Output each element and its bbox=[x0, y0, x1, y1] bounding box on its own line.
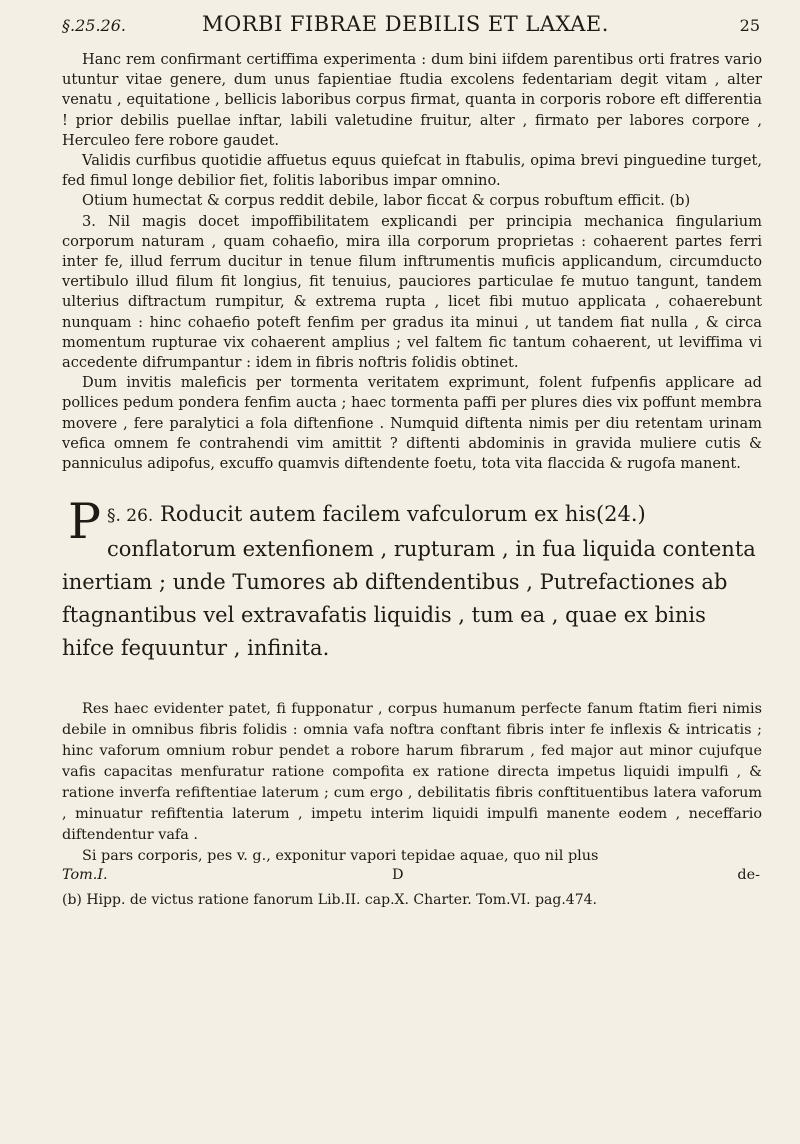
tome-label: Tom.I. bbox=[62, 867, 108, 884]
signature-mark: D bbox=[392, 867, 404, 884]
paragraph-otium: Otium humectat & corpus reddit debile, labor ficcat & corpus robuftum efficit. (b) bbox=[82, 192, 691, 210]
drop-cap: P bbox=[68, 493, 101, 551]
paragraph-experiment: Hanc rem confirmant certiffima experimenta : dum bini iifdem parentibus orti fratres vario utuntur vitae genere, dum unus fapientiae ftudia excolens fedentariam degit vitam , alter venatu , equitatione , bellicis laboribus corpus firmat, quanta in corporis robore eft differentia ! prior debilis puellae inftar, labili valetudine fruitur, alter , firmato per labores corpore , Herculeo fere robore gaudet. bbox=[62, 51, 762, 149]
paragraph-vapour: Si pars corporis, pes v. g., exponitur vapori tepidae aquae, quo nil plus bbox=[82, 848, 599, 865]
section-text: Roducit autem facilem vafculorum ex his(24.) conflatorum extenfionem , rupturam , in fua liquida contenta inertiam ; unde Tumores ab diftendentibus , Putrefactiones ab ftagnantibus vel extravafatis liquidis , tum ea , quae ex binis hifce fequuntur , infinita. bbox=[62, 502, 756, 661]
paragraph-torture: Dum invitis maleficis per tormenta veritatem exprimunt, folent fufpenfis applicare ad pollices pedum pondera fenfim aucta ; haec tormenta paffi per plures dies vix poffunt membra movere , fere paralytici a fola diftenfione . Numquid diftenta nimis per diu retentam urinam vefica omnem fe contrahendi vim amittit ? diftenti abdominis in gravida muliere cutis & panniculus adipofus, excuffo quamvis diftendente foetu, tota vita flaccida & rugofa manent. bbox=[62, 374, 762, 473]
page-number: 25 bbox=[739, 16, 760, 35]
running-title: MORBI FIBRAE DEBILIS ET LAXAE. bbox=[202, 12, 609, 36]
footnote: (b) Hipp. de victus ratione fanorum Lib.II. cap.X. Charter. Tom.VI. pag.474. bbox=[62, 892, 597, 909]
section-number: §. 26. bbox=[106, 506, 154, 527]
paragraph-commentary: Res haec evidenter patet, fi fupponatur , corpus humanum perfecte fanum ftatim fieri nimis debile in omnibus fibris folidis : omnia vafa noftra conftant fibris inter fe inflexis & intricatis ; hinc vaforum omnium robur pendet a robore harum fibrarum , fed major aut minor cujufque vafis capacitas menfuratur ratione compofita ex ratione directa impetus liquidi impulfi , & ratione inverfa refiftentiae laterum ; cum ergo , debilitatis fibris conftituentibus latera vaforum , minuatur refiftentia laterum , impetu interim liquidi impulfi manente eodem , neceffario diftendentur vafa . bbox=[62, 701, 762, 844]
body-text bbox=[62, 50, 762, 909]
catchword: de- bbox=[737, 867, 760, 884]
section-26 bbox=[62, 493, 762, 665]
signature-line bbox=[62, 867, 762, 887]
commentary bbox=[62, 699, 762, 867]
paragraph-cohaesion: 3. Nil magis docet impoffibilitatem explicandi per principia mechanica fingularium corporum naturam , quam cohaefio, mira illa corporum proprietas : cohaerent partes ferri inter fe, illud ferrum ducitur in tenue filum inftrumentis muficis applicandum, circumducto vertibulo illud filum fit longius, fit tenuius, pauciores particulae fe mutuo tangunt, tandem ulterius diftractum rumpitur, & extrema rupta , licet fibi mutuo applicata , cohaerebunt nunquam : hinc cohaefio poteft fenfim per gradus ita minui , ut tandem fiat nulla , & circa momentum rupturae vix cohaerent amplius ; vel faltem fic tantum cohaerent, ut leviffima vi accedente difrumpantur : idem in fibris noftris folidis obtinet. bbox=[62, 212, 762, 372]
paragraph-horse: Validis curfibus quotidie affuetus equus quiefcat in ftabulis, opima brevi pinguedine turget, fed fimul longe debilior fiet, folitis laboribus impar omnino. bbox=[62, 152, 762, 190]
section-reference: §.25.26. bbox=[62, 16, 126, 35]
running-head bbox=[62, 10, 760, 40]
